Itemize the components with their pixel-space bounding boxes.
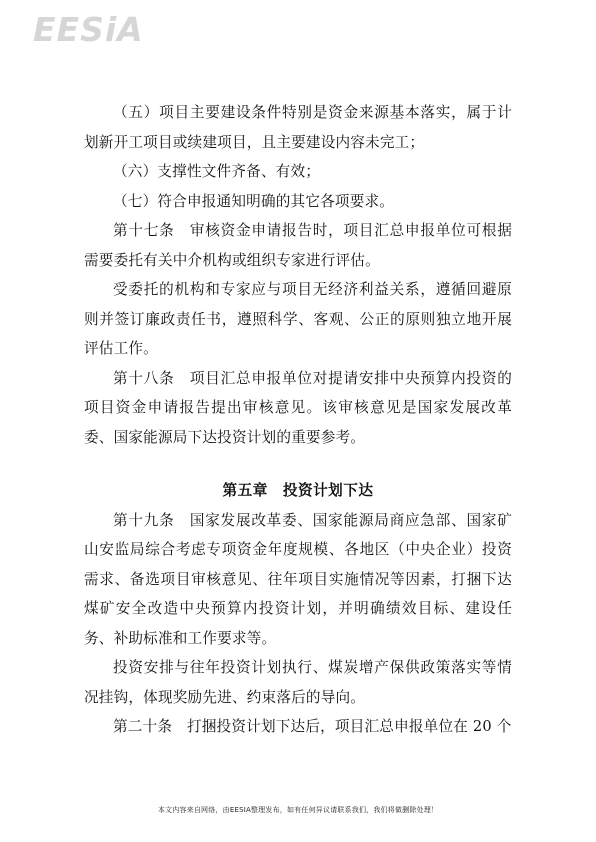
paragraph-article-20: 第二十条 打捆投资计划下达后，项目汇总申报单位在 20 个: [113, 718, 512, 735]
eesia-watermark-logo: EESiA: [33, 10, 144, 49]
chapter-heading: 第五章 投资计划下达: [222, 482, 374, 499]
paragraph-item-7: （七）符合申报通知明确的其它各项要求。: [113, 192, 395, 210]
paragraph-item-6: （六）支撑性文件齐备、有效；: [113, 163, 321, 180]
paragraph-article-17: 第十七条 审核资金申请报告时，项目汇总申报单位可根据需要委托有关中介机构或组织专家进行评估。: [84, 222, 512, 269]
footer-disclaimer: 本文内容来自网络，由EESIA整理发布，如有任何异议请联系我们，我们将做删除处理！: [157, 806, 439, 814]
paragraph-article-18: 第十八条 项目汇总申报单位对提请安排中央预算内投资的项目资金申请报告提出审核意见。该审核意见是国家发展改革委、国家能源局下达投资计划的重要参考。: [84, 369, 512, 446]
document-body: [84, 98, 512, 742]
paragraph-investment-linkage: 投资安排与往年投资计划执行、煤炭增产保供政策落实等情况挂钩，体现奖励先进、约束落后的导向。: [84, 659, 512, 706]
paragraph-item-5: （五）项目主要建设条件特别是资金来源基本落实，属于计划新开工项目或续建项目，且主要建设内容未完工；: [84, 104, 512, 151]
paragraph-article-19: 第十九条 国家发展改革委、国家能源局商应急部、国家矿山安监局综合考虑专项资金年度规模、各地区（中央企业）投资需求、备选项目审核意见、往年项目实施情况等因素，打捆下达煤矿安全改造中央预算内投资计划，并明确绩效目标、建设任务、补助标准和工作要求等。: [84, 511, 512, 647]
paragraph-entrusted-institutions: 受委托的机构和专家应与项目无经济利益关系，遵循回避原则并签订廉政责任书，遵照科学、客观、公正的原则独立地开展评估工作。: [84, 281, 512, 357]
